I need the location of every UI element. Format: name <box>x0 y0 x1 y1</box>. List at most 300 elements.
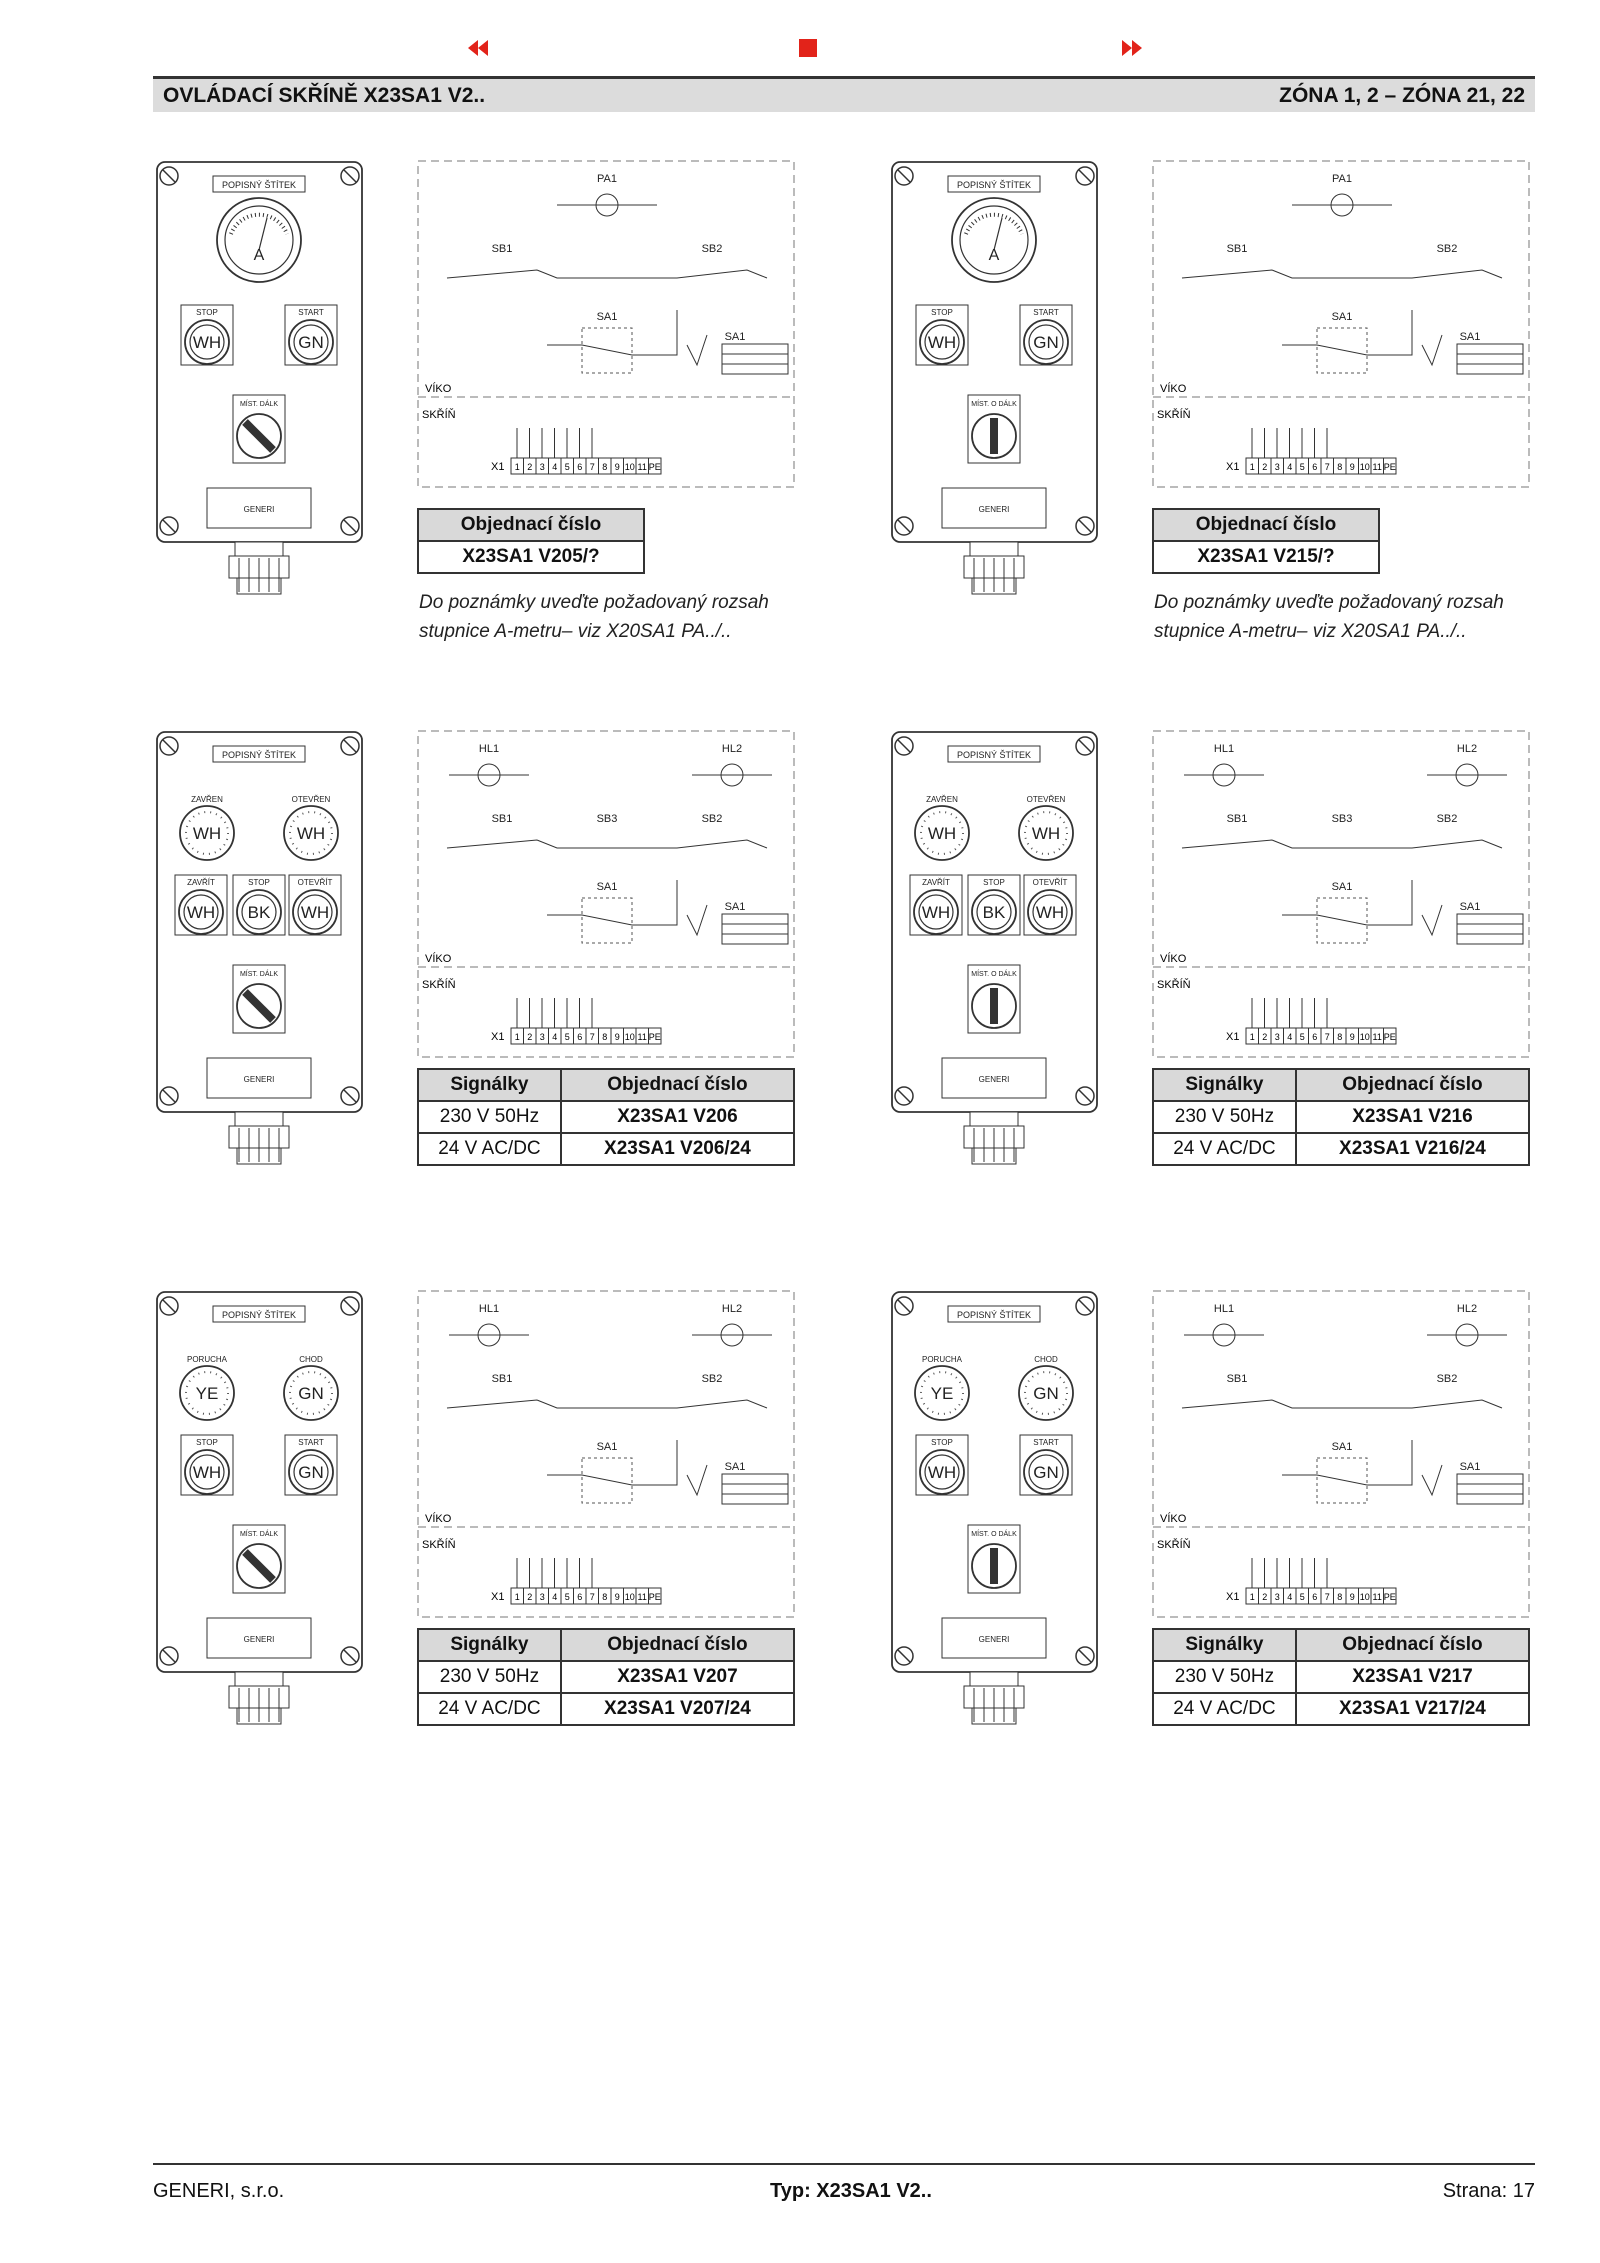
terminal-number: 10 <box>624 1592 635 1602</box>
push-button[interactable] <box>185 1450 229 1494</box>
terminal-number: 5 <box>1299 1032 1305 1042</box>
button-caption: STOP <box>931 1438 953 1447</box>
screw-icon <box>895 1647 913 1665</box>
push-button[interactable] <box>1024 1450 1068 1494</box>
screw-icon <box>895 1087 913 1105</box>
lamp-color-label: WH <box>927 824 957 843</box>
signal-lamp <box>180 1366 234 1420</box>
lamp-color-label: GN <box>1033 1384 1059 1403</box>
terminal-label: X1 <box>491 1591 505 1603</box>
component-label: SB1 <box>1226 1373 1248 1385</box>
lamp-caption: ZAVŘEN <box>926 795 958 804</box>
lamp-color-label: WH <box>927 1463 957 1482</box>
order-header: Objednací číslo <box>561 1069 794 1101</box>
control-box-drawing <box>155 1290 370 1730</box>
brand-label: GENERI <box>243 1635 275 1644</box>
lamp-caption: PORUCHA <box>186 1355 228 1364</box>
lid-label: VÍKO <box>425 383 452 395</box>
component-label: SB1 <box>1226 813 1248 825</box>
control-box-drawing <box>890 730 1105 1170</box>
component-label: SA1 <box>724 331 746 343</box>
terminal-number: 7 <box>1324 1592 1330 1602</box>
button-caption: STOP <box>983 878 1005 887</box>
signal-lamp <box>915 806 969 860</box>
product-cell <box>155 1290 845 1810</box>
terminal-number: 7 <box>1324 462 1330 472</box>
terminal-number: 9 <box>614 1032 620 1042</box>
cable-gland-icon <box>229 1112 289 1164</box>
product-cell <box>155 160 845 680</box>
component-label: SA1 <box>1331 881 1353 893</box>
screw-icon <box>341 1647 359 1665</box>
lamp-color-label: YE <box>930 1384 954 1403</box>
order-table <box>1152 1068 1530 1166</box>
component-label: SB2 <box>1436 813 1458 825</box>
terminal-number: 2 <box>1262 1032 1268 1042</box>
order-code: X23SA1 V205/? <box>418 541 644 573</box>
lid-label: VÍKO <box>425 953 452 965</box>
terminal-number: 4 <box>552 1032 558 1042</box>
lamp-caption: CHOD <box>299 1355 323 1364</box>
voltage-cell: 24 V AC/DC <box>418 1693 561 1725</box>
order-code: X23SA1 V206/24 <box>561 1133 794 1165</box>
lid-label: VÍKO <box>1160 383 1187 395</box>
ammeter-icon <box>217 198 301 282</box>
terminal-number: 4 <box>552 1592 558 1602</box>
component-label: SB1 <box>491 1373 513 1385</box>
nameplate-label: POPISNÝ ŠTÍTEK <box>221 1310 297 1320</box>
push-button[interactable] <box>1024 320 1068 364</box>
terminal-number: 3 <box>539 1592 545 1602</box>
screw-icon <box>341 1087 359 1105</box>
lamp-color-label: BK <box>982 903 1006 922</box>
product-cell <box>155 730 845 1250</box>
lamp-color-label: GN <box>298 1384 324 1403</box>
terminal-number: 8 <box>1337 1032 1343 1042</box>
component-label: HL1 <box>478 1303 500 1315</box>
lamp-color-label: WH <box>186 903 216 922</box>
terminal-number: 1 <box>514 462 520 472</box>
button-caption: STOP <box>931 308 953 317</box>
lamp-color-label: WH <box>1035 903 1065 922</box>
signal-lamp <box>284 1366 338 1420</box>
voltage-cell: 24 V AC/DC <box>418 1133 561 1165</box>
lamp-caption: ZAVŘEN <box>191 795 223 804</box>
terminal-number: 3 <box>1274 1032 1280 1042</box>
component-label: SB2 <box>701 1373 723 1385</box>
terminal-number: 5 <box>564 1592 570 1602</box>
lamp-color-label: WH <box>1031 824 1061 843</box>
terminal-number: 8 <box>602 1032 608 1042</box>
order-code: X23SA1 V216 <box>1296 1101 1529 1133</box>
terminal-number: 11 <box>1372 1592 1382 1602</box>
control-box-drawing <box>890 1290 1105 1730</box>
screw-icon <box>341 167 359 185</box>
screw-icon <box>160 1297 178 1315</box>
selector-label: MÍST. DÁLK <box>239 1531 279 1538</box>
component-label: SA1 <box>596 1441 618 1453</box>
button-caption: OTEVŘÍT <box>297 878 333 887</box>
terminal-number: 9 <box>614 1592 620 1602</box>
screw-icon <box>1076 1087 1094 1105</box>
push-button[interactable] <box>237 890 281 934</box>
order-table <box>1152 1628 1530 1726</box>
lamp-color-label: WH <box>192 1463 222 1482</box>
lid-label: VÍKO <box>1160 1513 1187 1525</box>
terminal-number: 1 <box>1249 462 1255 472</box>
button-caption: STOP <box>196 308 218 317</box>
component-label: HL2 <box>721 743 743 755</box>
push-button[interactable] <box>920 1450 964 1494</box>
product-cell <box>890 730 1580 1250</box>
terminal-number: 9 <box>1349 462 1355 472</box>
signal-lamp <box>180 806 234 860</box>
lamp-color-label: WH <box>300 903 330 922</box>
button-caption: ZAVŘÍT <box>922 878 950 887</box>
terminal-number: 2 <box>527 1032 533 1042</box>
terminal-number: 11 <box>637 462 647 472</box>
wiring-schematic <box>1152 160 1530 490</box>
previous-page-icon[interactable] <box>466 36 490 60</box>
button-caption: ZAVŘÍT <box>187 878 215 887</box>
component-label: SB2 <box>701 813 723 825</box>
lamp-color-label: WH <box>192 333 222 352</box>
nameplate-label: POPISNÝ ŠTÍTEK <box>956 1310 1032 1320</box>
terminal-number: 7 <box>589 462 595 472</box>
voltage-cell: 230 V 50Hz <box>418 1661 561 1693</box>
lamp-color-label: WH <box>927 333 957 352</box>
footer-divider <box>153 2163 1535 2165</box>
order-header: Objednací číslo <box>1296 1629 1529 1661</box>
terminal-label: X1 <box>491 461 505 473</box>
button-caption: START <box>298 308 324 317</box>
lid-label: VÍKO <box>425 1513 452 1525</box>
selector-switch[interactable] <box>237 984 281 1028</box>
component-label: HL2 <box>1456 1303 1478 1315</box>
signal-header: Signálky <box>1153 1629 1296 1661</box>
box-label: SKŘÍŇ <box>422 1539 456 1551</box>
box-label: SKŘÍŇ <box>422 409 456 421</box>
lamp-caption: OTEVŘEN <box>1026 795 1066 804</box>
component-label: PA1 <box>597 173 617 185</box>
page-title: OVLÁDACÍ SKŘÍNĚ X23SA1 V2.. <box>163 83 486 107</box>
next-page-icon[interactable] <box>1120 36 1144 60</box>
button-caption: START <box>1033 1438 1059 1447</box>
lamp-color-label: WH <box>192 824 222 843</box>
terminal-number: 3 <box>539 462 545 472</box>
selector-label: MÍST. DÁLK <box>239 401 279 408</box>
terminal-number: 6 <box>577 1032 583 1042</box>
screw-icon <box>160 517 178 535</box>
component-label: SB3 <box>1331 813 1353 825</box>
control-box-drawing <box>155 160 370 600</box>
push-button[interactable] <box>972 890 1016 934</box>
terminal-number: PE <box>1383 1032 1396 1042</box>
screw-icon <box>160 167 178 185</box>
terminal-number: PE <box>1383 462 1396 472</box>
screw-icon <box>1076 167 1094 185</box>
signal-lamp <box>1019 806 1073 860</box>
signal-lamp <box>1019 1366 1073 1420</box>
terminal-number: 7 <box>1324 1032 1330 1042</box>
terminal-number: 6 <box>1312 1032 1318 1042</box>
nameplate-label: POPISNÝ ŠTÍTEK <box>956 180 1032 190</box>
terminal-number: 5 <box>1299 462 1305 472</box>
screw-icon <box>895 167 913 185</box>
button-caption: STOP <box>248 878 270 887</box>
cable-gland-icon <box>229 1672 289 1724</box>
control-box-drawing <box>890 160 1105 600</box>
component-label: SA1 <box>724 901 746 913</box>
order-code: X23SA1 V217/24 <box>1296 1693 1529 1725</box>
screw-icon <box>1076 1297 1094 1315</box>
terminal-label: X1 <box>491 1031 505 1043</box>
screw-icon <box>160 737 178 755</box>
wiring-schematic <box>417 160 795 490</box>
selector-switch[interactable] <box>237 414 281 458</box>
box-label: SKŘÍŇ <box>1157 409 1191 421</box>
order-code: X23SA1 V216/24 <box>1296 1133 1529 1165</box>
terminal-number: 8 <box>1337 1592 1343 1602</box>
lamp-color-label: BK <box>247 903 271 922</box>
component-label: SB2 <box>1436 243 1458 255</box>
order-code: X23SA1 V206 <box>561 1101 794 1133</box>
component-label: HL1 <box>1213 1303 1235 1315</box>
screw-icon <box>341 737 359 755</box>
voltage-cell: 24 V AC/DC <box>1153 1693 1296 1725</box>
order-code: X23SA1 V207 <box>561 1661 794 1693</box>
brand-label: GENERI <box>978 1635 1010 1644</box>
order-code: X23SA1 V207/24 <box>561 1693 794 1725</box>
box-label: SKŘÍŇ <box>1157 979 1191 991</box>
signal-header: Signálky <box>1153 1069 1296 1101</box>
wiring-schematic <box>417 730 795 1060</box>
terminal-number: 4 <box>1287 1032 1293 1042</box>
brand-label: GENERI <box>243 505 275 514</box>
signal-lamp <box>915 1366 969 1420</box>
signal-header: Signálky <box>418 1629 561 1661</box>
terminal-number: 10 <box>1359 1032 1370 1042</box>
zone-label: ZÓNA 1, 2 – ZÓNA 21, 22 <box>1279 83 1525 107</box>
order-header: Objednací číslo <box>1296 1069 1529 1101</box>
selector-label: MÍST. DÁLK <box>239 971 279 978</box>
push-button[interactable] <box>293 890 337 934</box>
box-label: SKŘÍŇ <box>422 979 456 991</box>
terminal-number: 4 <box>552 462 558 472</box>
signal-header: Signálky <box>418 1069 561 1101</box>
product-cell <box>890 1290 1580 1810</box>
terminal-number: 10 <box>624 1032 635 1042</box>
component-label: SA1 <box>596 311 618 323</box>
order-header: Objednací číslo <box>1153 509 1379 541</box>
selector-switch[interactable] <box>972 414 1016 458</box>
voltage-cell: 230 V 50Hz <box>418 1101 561 1133</box>
terminal-number: 5 <box>564 1032 570 1042</box>
button-caption: STOP <box>196 1438 218 1447</box>
component-label: SA1 <box>1331 311 1353 323</box>
push-button[interactable] <box>289 320 333 364</box>
footer-page-number: Strana: 17 <box>1442 2180 1535 2202</box>
lamp-caption: CHOD <box>1034 1355 1058 1364</box>
component-label: SB2 <box>1436 1373 1458 1385</box>
terminal-number: 5 <box>1299 1592 1305 1602</box>
terminal-number: PE <box>1383 1592 1396 1602</box>
order-note: Do poznámky uveďte požadovaný rozsah stupnice A-metru– viz X20SA1 PA../.. <box>1154 592 1504 642</box>
lamp-color-label: GN <box>1033 333 1059 352</box>
terminal-number: 11 <box>1372 1032 1382 1042</box>
ammeter-icon <box>952 198 1036 282</box>
component-label: SB1 <box>1226 243 1248 255</box>
push-button[interactable] <box>185 320 229 364</box>
order-header: Objednací číslo <box>561 1629 794 1661</box>
terminal-number: 11 <box>1372 462 1382 472</box>
component-label: SA1 <box>1459 1461 1481 1473</box>
component-label: SA1 <box>596 881 618 893</box>
cable-gland-icon <box>964 1672 1024 1724</box>
order-table <box>1152 508 1380 574</box>
voltage-cell: 230 V 50Hz <box>1153 1661 1296 1693</box>
brand-label: GENERI <box>243 1075 275 1084</box>
component-label: HL2 <box>721 1303 743 1315</box>
screw-icon <box>895 1297 913 1315</box>
component-label: HL1 <box>1213 743 1235 755</box>
cable-gland-icon <box>964 542 1024 594</box>
wiring-schematic <box>1152 730 1530 1060</box>
component-label: SB1 <box>491 243 513 255</box>
terminal-number: PE <box>648 1592 661 1602</box>
terminal-label: X1 <box>1226 461 1240 473</box>
meter-label: A <box>253 247 265 264</box>
terminal-number: PE <box>648 462 661 472</box>
push-button[interactable] <box>289 1450 333 1494</box>
footer-company: GENERI, s.r.o. <box>153 2180 285 2202</box>
terminal-number: 1 <box>1249 1032 1255 1042</box>
cable-gland-icon <box>964 1112 1024 1164</box>
terminal-number: 8 <box>602 462 608 472</box>
screw-icon <box>895 737 913 755</box>
terminal-number: 10 <box>1359 1592 1370 1602</box>
button-caption: OTEVŘÍT <box>1032 878 1068 887</box>
terminal-number: 3 <box>1274 1592 1280 1602</box>
component-label: SB3 <box>596 813 618 825</box>
terminal-label: X1 <box>1226 1031 1240 1043</box>
terminal-number: 10 <box>1359 462 1370 472</box>
screw-icon <box>895 517 913 535</box>
selector-switch[interactable] <box>972 984 1016 1028</box>
product-cell <box>890 160 1580 680</box>
home-square-icon[interactable] <box>796 36 820 60</box>
lamp-color-label: WH <box>296 824 326 843</box>
brand-label: GENERI <box>978 505 1010 514</box>
terminal-number: 4 <box>1287 462 1293 472</box>
push-button[interactable] <box>179 890 223 934</box>
terminal-number: 11 <box>637 1592 647 1602</box>
lamp-color-label: GN <box>1033 1463 1059 1482</box>
order-code: X23SA1 V217 <box>1296 1661 1529 1693</box>
lamp-caption: OTEVŘEN <box>291 795 331 804</box>
terminal-number: 1 <box>514 1592 520 1602</box>
terminal-number: 3 <box>539 1032 545 1042</box>
selector-switch[interactable] <box>972 1544 1016 1588</box>
terminal-number: 2 <box>527 462 533 472</box>
terminal-number: 4 <box>1287 1592 1293 1602</box>
terminal-number: 9 <box>1349 1032 1355 1042</box>
nameplate-label: POPISNÝ ŠTÍTEK <box>956 750 1032 760</box>
footer-type: Typ: X23SA1 V2.. <box>770 2180 932 2202</box>
terminal-number: 8 <box>1337 462 1343 472</box>
lamp-color-label: GN <box>298 1463 324 1482</box>
component-label: HL1 <box>478 743 500 755</box>
push-button[interactable] <box>920 320 964 364</box>
order-code: X23SA1 V215/? <box>1153 541 1379 573</box>
component-label: PA1 <box>1332 173 1352 185</box>
terminal-number: 5 <box>564 462 570 472</box>
terminal-number: 6 <box>577 462 583 472</box>
order-table <box>417 1628 795 1726</box>
terminal-number: 2 <box>1262 1592 1268 1602</box>
terminal-number: 1 <box>1249 1592 1255 1602</box>
terminal-number: 9 <box>1349 1592 1355 1602</box>
terminal-number: 11 <box>637 1032 647 1042</box>
order-header: Objednací číslo <box>418 509 644 541</box>
cable-gland-icon <box>229 542 289 594</box>
signal-lamp <box>284 806 338 860</box>
push-button[interactable] <box>1028 890 1072 934</box>
selector-label: MÍST. O DÁLK <box>971 401 1017 408</box>
meter-label: A <box>988 247 1000 264</box>
component-label: SB2 <box>701 243 723 255</box>
wiring-schematic <box>417 1290 795 1620</box>
push-button[interactable] <box>914 890 958 934</box>
terminal-number: 2 <box>527 1592 533 1602</box>
screw-icon <box>1076 1647 1094 1665</box>
lamp-color-label: YE <box>195 1384 219 1403</box>
screw-icon <box>160 1647 178 1665</box>
lamp-color-label: WH <box>921 903 951 922</box>
screw-icon <box>1076 737 1094 755</box>
box-label: SKŘÍŇ <box>1157 1539 1191 1551</box>
page-header <box>153 76 1535 112</box>
order-note: Do poznámky uveďte požadovaný rozsah stupnice A-metru– viz X20SA1 PA../.. <box>419 592 769 642</box>
terminal-number: 8 <box>602 1592 608 1602</box>
button-caption: START <box>298 1438 324 1447</box>
component-label: SA1 <box>724 1461 746 1473</box>
screw-icon <box>341 517 359 535</box>
screw-icon <box>341 1297 359 1315</box>
voltage-cell: 230 V 50Hz <box>1153 1101 1296 1133</box>
nameplate-label: POPISNÝ ŠTÍTEK <box>221 180 297 190</box>
voltage-cell: 24 V AC/DC <box>1153 1133 1296 1165</box>
control-box-drawing <box>155 730 370 1170</box>
terminal-number: 6 <box>1312 1592 1318 1602</box>
lamp-color-label: GN <box>298 333 324 352</box>
component-label: SB1 <box>491 813 513 825</box>
order-table <box>417 508 645 574</box>
terminal-number: 6 <box>1312 462 1318 472</box>
terminal-number: 10 <box>624 462 635 472</box>
component-label: HL2 <box>1456 743 1478 755</box>
terminal-number: 7 <box>589 1592 595 1602</box>
terminal-number: 7 <box>589 1032 595 1042</box>
selector-switch[interactable] <box>237 1544 281 1588</box>
brand-label: GENERI <box>978 1075 1010 1084</box>
terminal-number: 6 <box>577 1592 583 1602</box>
terminal-number: PE <box>648 1032 661 1042</box>
lamp-caption: PORUCHA <box>921 1355 963 1364</box>
wiring-schematic <box>1152 1290 1530 1620</box>
nameplate-label: POPISNÝ ŠTÍTEK <box>221 750 297 760</box>
screw-icon <box>160 1087 178 1105</box>
